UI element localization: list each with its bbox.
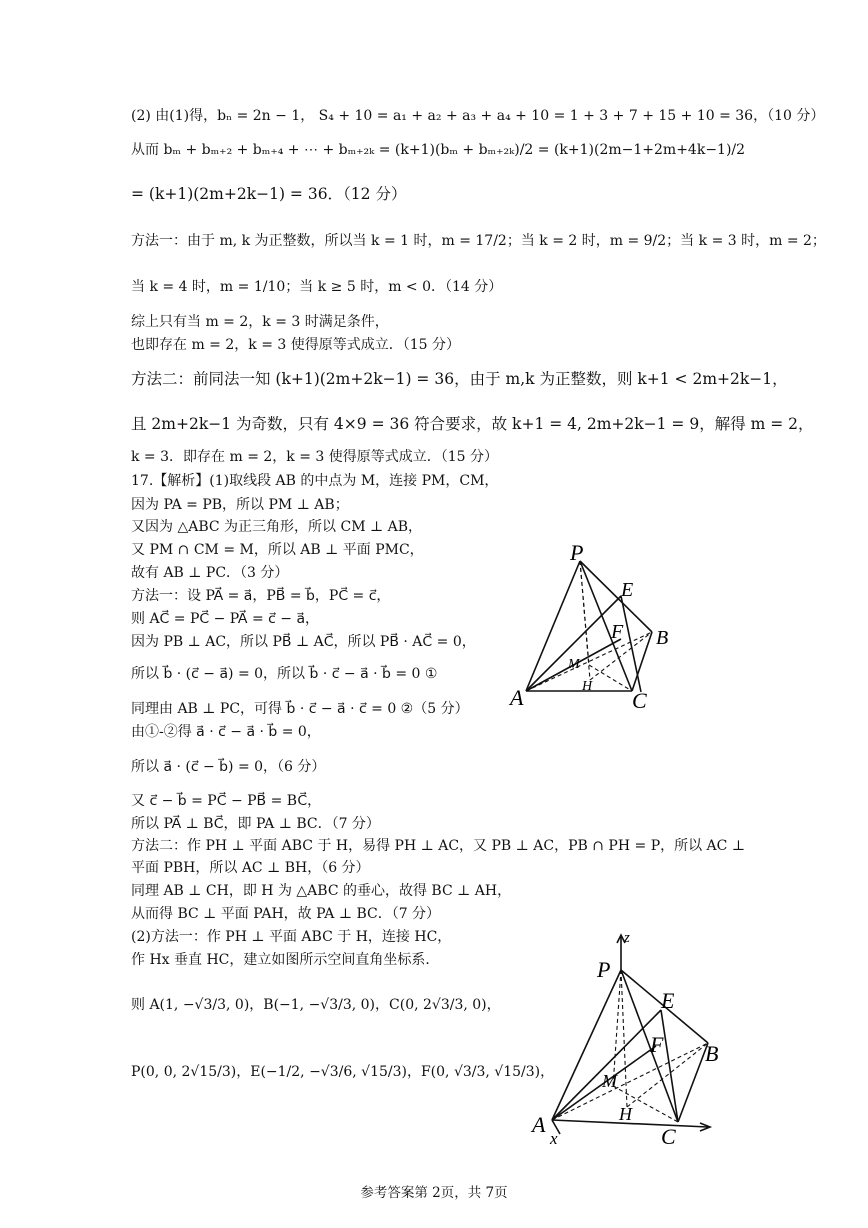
- label-B: B: [705, 1041, 719, 1066]
- text-line: 从而得 BC ⊥ 平面 PAH，故 PA ⊥ BC．（7 分）: [131, 906, 441, 922]
- text-line: 所以 b⃗ · (c⃗ − a⃗) = 0，所以 b⃗ · c⃗ − a⃗ · b⃗ = 0 ①: [131, 666, 438, 682]
- text-line: 方法二：作 PH ⊥ 平面 ABC 于 H，易得 PH ⊥ AC，又 PB ⊥ AC，PB ∩ PH = P，所以 AC ⊥: [131, 838, 745, 854]
- text-line: 同理 AB ⊥ CH，即 H 为 △ABC 的垂心，故得 BC ⊥ AH，: [131, 883, 512, 899]
- text-line: 所以 a⃗ · (c⃗ − b⃗) = 0，（6 分）: [131, 759, 326, 775]
- label-C: C: [661, 1124, 676, 1149]
- page-footer: 参考答案第 2页，共 7页: [360, 1185, 508, 1201]
- label-F: F: [650, 1032, 664, 1057]
- text-line: 也即存在 m = 2，k = 3 使得原等式成立．（15 分）: [131, 337, 460, 353]
- text-line: 因为 PA = PB，所以 PM ⊥ AB；: [131, 497, 349, 513]
- label-E: E: [661, 988, 675, 1013]
- label-M: M: [602, 1071, 617, 1091]
- label-F: F: [611, 621, 624, 643]
- text-line: 从而 bₘ + bₘ₊₂ + bₘ₊₄ + ⋯ + bₘ₊₂ₖ = (k+1)(bₘ + bₘ₊₂ₖ)/2 = (k+1)(2m−1+2m+4k−1)/2: [131, 142, 746, 158]
- text-line: 综上只有当 m = 2，k = 3 时满足条件，: [131, 314, 389, 330]
- text-line: 且 2m+2k−1 为奇数，只有 4×9 = 36 符合要求，故 k+1 = 4, 2m+2k−1 = 9，解得 m = 2，: [131, 415, 814, 433]
- text-line: (2) 由(1)得，bₙ = 2n − 1， S₄ + 10 = a₁ + a₂ + a₃ + a₄ + 10 = 1 + 3 + 7 + 15 + 10 = 36，（10 分）: [131, 108, 825, 124]
- text-line: 方法二：前同法一知 (k+1)(2m+2k−1) = 36，由于 m,k 为正整数，则 k+1 < 2m+2k−1，: [131, 370, 788, 388]
- label-x: x: [550, 1129, 558, 1148]
- label-H: H: [619, 1104, 632, 1124]
- text-line: 又因为 △ABC 为正三角形，所以 CM ⊥ AB，: [131, 519, 422, 535]
- text-line: 17.【解析】(1)取线段 AB 的中点为 M，连接 PM，CM，: [131, 473, 499, 489]
- label-A: A: [510, 685, 524, 710]
- label-M: M: [568, 657, 580, 672]
- text-line: 则 A(1, −√3/3, 0)，B(−1, −√3/3, 0)，C(0, 2√3/3, 0)，: [131, 997, 501, 1013]
- text-line: (2)方法一：作 PH ⊥ 平面 ABC 于 H，连接 HC，: [131, 929, 452, 945]
- text-line: 则 AC⃗ = PC⃗ − PA⃗ = c⃗ − a⃗，: [131, 611, 320, 627]
- text-line: 又 c⃗ − b⃗ = PC⃗ − PB⃗ = BC⃗，: [131, 793, 322, 809]
- text-line: 同理由 AB ⊥ PC，可得 b⃗ · c⃗ − a⃗ · c⃗ = 0 ②（5 分）: [131, 701, 469, 717]
- tetrahedron-figure-2: [520, 922, 730, 1150]
- text-line: 作 Hx 垂直 HC，建立如图所示空间直角坐标系．: [131, 952, 440, 968]
- label-B: B: [656, 627, 669, 649]
- label-z: z: [624, 930, 630, 946]
- text-line: 方法一：设 PA⃗ = a⃗，PB⃗ = b⃗，PC⃗ = c⃗，: [131, 588, 391, 604]
- text-line: 当 k = 4 时，m = 1/10；当 k ≥ 5 时，m < 0．（14 分）: [131, 279, 503, 295]
- tetrahedron-figure-1: [500, 540, 690, 715]
- label-H: H: [582, 679, 593, 694]
- text-line: 由①-②得 a⃗ · c⃗ − a⃗ · b⃗ = 0，: [131, 724, 321, 740]
- text-line: 方法一：由于 m, k 为正整数，所以当 k = 1 时，m = 17/2；当 k = 2 时，m = 9/2；当 k = 3 时，m = 2；: [131, 233, 826, 249]
- label-A: A: [532, 1112, 546, 1137]
- text-line: 所以 PA⃗ ⊥ BC⃗，即 PA ⊥ BC．（7 分）: [131, 816, 380, 832]
- label-E: E: [621, 579, 634, 601]
- text-line: 又 PM ∩ CM = M，所以 AB ⊥ 平面 PMC，: [131, 542, 424, 558]
- text-line: 平面 PBH，所以 AC ⊥ BH，（6 分）: [131, 860, 370, 876]
- text-line: = (k+1)(2m+2k−1) = 36．（12 分）: [131, 185, 407, 203]
- text-line: k = 3．即存在 m = 2，k = 3 使得原等式成立．（15 分）: [131, 449, 499, 465]
- label-P: P: [597, 957, 611, 982]
- text-line: P(0, 0, 2√15/3)，E(−1/2, −√3/6, √15/3)，F(0, √3/3, √15/3)，: [131, 1064, 555, 1080]
- label-P: P: [570, 540, 584, 565]
- text-line: 因为 PB ⊥ AC，所以 PB⃗ ⊥ AC⃗，所以 PB⃗ · AC⃗ = 0，: [131, 634, 476, 650]
- text-line: 故有 AB ⊥ PC．（3 分）: [131, 565, 289, 581]
- label-C: C: [632, 688, 647, 713]
